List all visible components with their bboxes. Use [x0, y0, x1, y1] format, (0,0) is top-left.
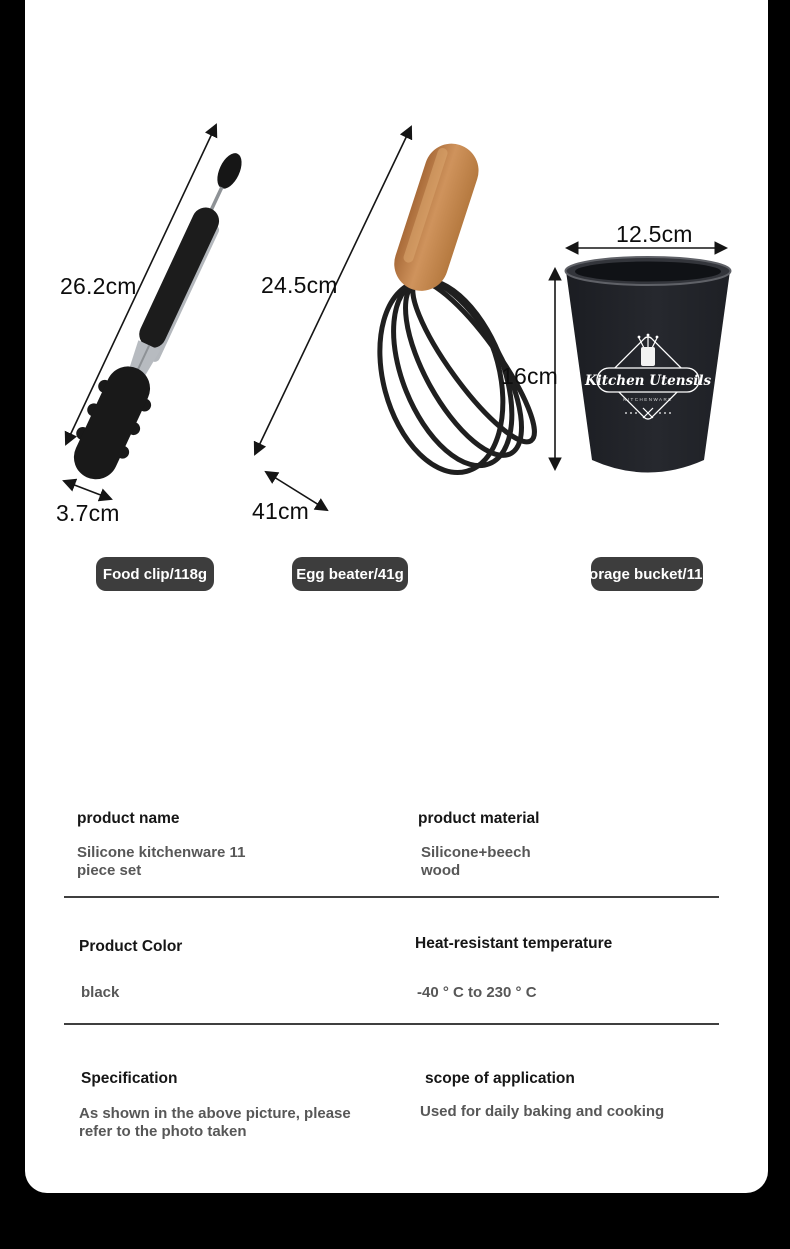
spec-value-product-material: Silicone+beech wood [421, 844, 531, 879]
product-illustration-canvas [25, 0, 768, 620]
spec-label-heat-resistant: Heat-resistant temperature [415, 935, 613, 952]
spec-label-specification: Specification [81, 1070, 178, 1087]
spec-value-product-name: Silicone kitchenware 11 piece set [77, 844, 246, 879]
spec-label-product-name: product name [77, 810, 180, 827]
dimension-arrow [64, 481, 111, 499]
tongs-width-label: 3.7cm [56, 500, 120, 526]
whisk-length-label: 24.5cm [261, 272, 338, 298]
spec-value-product-color: black [81, 984, 120, 1001]
tongs-illustration [61, 142, 264, 490]
bucket-logo-title: Kitchen Utensils [584, 373, 712, 389]
bucket-logo-subtitle: KITCHENWARE [623, 397, 673, 402]
storage-bucket-illustration [566, 257, 731, 473]
spec-value-scope: Used for daily baking and cooking [420, 1103, 665, 1120]
spec-label-product-color: Product Color [79, 938, 183, 955]
spec-divider [64, 1023, 719, 1025]
bucket-diameter-label: 12.5cm [616, 221, 693, 247]
whisk-badge: Egg beater/41g [292, 557, 408, 591]
whisk-wire-label: 41cm [252, 498, 310, 524]
whisk-illustration [326, 137, 557, 507]
product-card [25, 0, 768, 1193]
spec-value-specification: As shown in the above picture, please refer to the photo taken [79, 1105, 351, 1140]
bucket-badge: Storage bucket/116g [591, 557, 703, 591]
spec-value-heat-resistant: -40 ° C to 230 ° C [417, 984, 537, 1001]
spec-label-scope: scope of application [425, 1070, 575, 1087]
tongs-badge: Food clip/118g [96, 557, 214, 591]
spec-divider [64, 896, 719, 898]
spec-label-product-material: product material [418, 810, 540, 827]
bucket-height-label: 16cm [501, 363, 559, 389]
tongs-length-label: 26.2cm [60, 273, 137, 299]
